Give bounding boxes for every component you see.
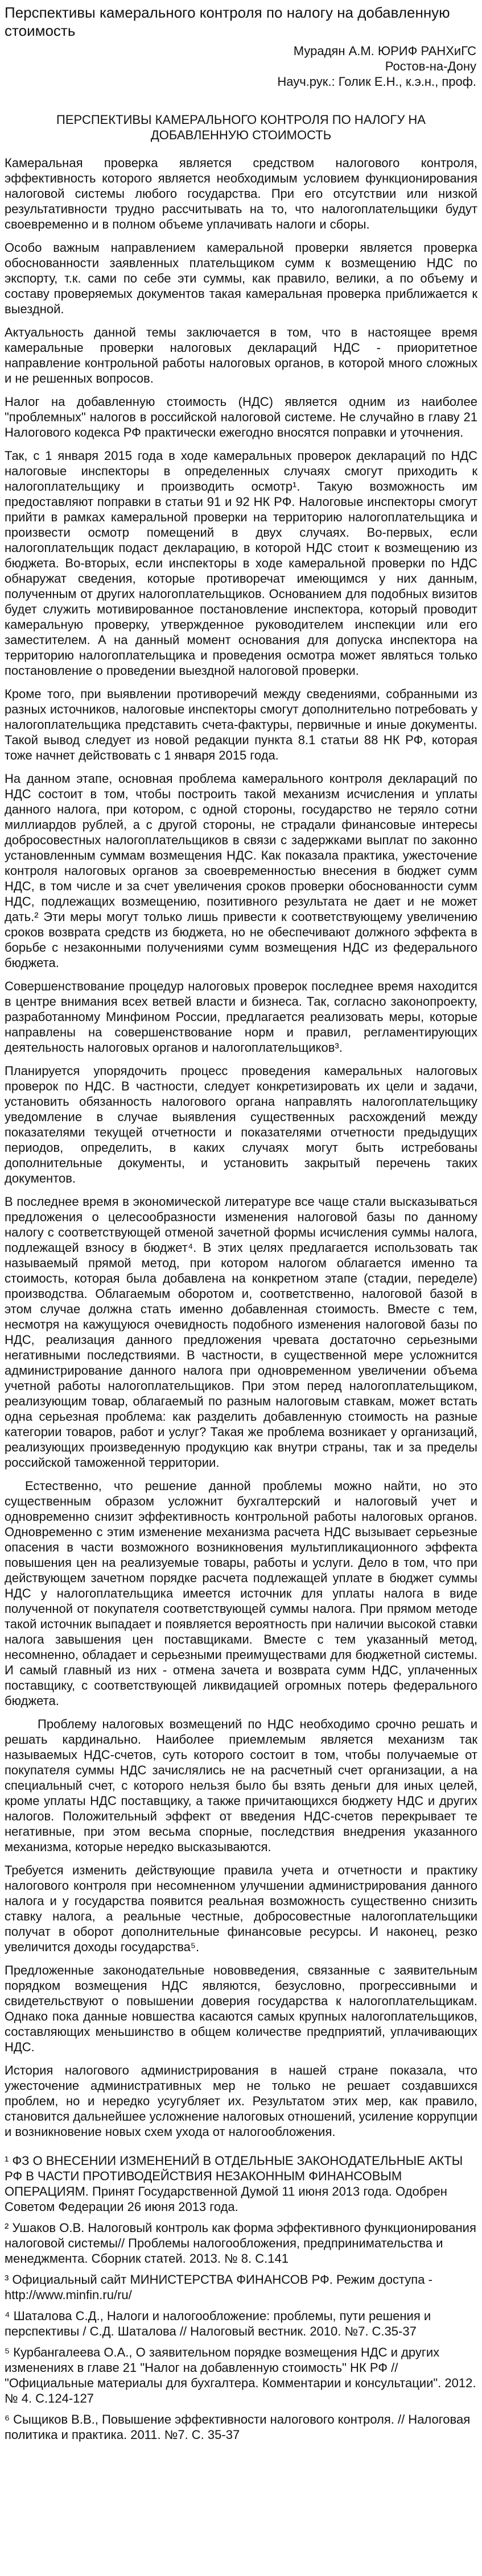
body-paragraph: Совершенствование процедур налоговых проверок последнее время находится в центре внимания всех ветвей власти и бизнеса. Так, согласно законопроекту, разработанному Минфином России, предлагается реализовать меры, которые направлены на совершенствование норм и правил, регламентирующих деятельность налоговых органов и налогоплательщиков³. [5,979,477,1055]
body-paragraph: Кроме того, при выявлении противоречий между сведениями, собранными из разных источников, налоговые инспекторы смогут дополнительно потребовать у налогоплательщика представить счета-фактуры, первичные и иные документы. Такой вывод следует из новой редакции пункта 8.1 статьи 88 НК РФ, которая тоже начнет действовать с 1 января 2015 года. [5,687,477,762]
body-paragraph: В последнее время в экономической литературе все чаще стали высказываться предложения о целесообразности изменения налоговой базы по данному налогу с соответствующей отменой зачетной формы исчисления суммы налога, подлежащей взносу в бюджет⁴. В этих целях предлагается использовать так называемый прямой метод, при котором налогом облагается именно та стоимость, которая была добавлена на конкретном этапе (стадии, переделе) производства. Облагаемым оборотом и, соответственно, налоговой базой в этом случае должна стать именно добавленная стоимость. Вместе с тем, несмотря на кажущуюся очевидность подобного изменения налоговой базы по НДС, реализация данного предложения чревата достаточно серьезными негативными последствиями. В частности, в существенной мере усложнится администрирование данного налога при одновременном увеличении объема учетной работы налогоплательщиков. При этом перед налогоплательщиком, реализующим товар, облагаемый по разным налоговым ставкам, может встать одна серьезная проблема: как разделить добавленную стоимость на разные категории товаров, работ и услуг? Такая же проблема возникает у организаций, реализующих произведенную продукцию как внутри страны, так и за пределы российской таможенной территории. [5,1194,477,1470]
body-paragraph: Налог на добавленную стоимость (НДС) является одним из наиболее "проблемных" налогов в российской налоговой системе. Не случайно в главу 21 Налогового кодекса РФ практически ежегодно вносятся поправки и уточнения. [5,395,477,439]
body-paragraph: Предложенные законодательные нововведения, связанные с заявительным порядком возмещения НДС являются, безусловно, прогрессивными и свидетельствуют о повышении доверия государства к налогоплательщикам. Однако пока данные новшества касаются самых крупных налогоплательщиков, составляющих меньшинство в общем количестве предприятий, уплачивающих НДС. [5,1963,477,2054]
body-paragraph: Проблему налоговых возмещений по НДС необходимо срочно решать и решать кардинально. Наиболее приемлемым является механизм так называемых НДС-счетов, суть которого состоит в том, чтобы получаемые от покупателя суммы НДС зачислялись не на расчетный счет организации, а на специальный счет, с которого нельзя было бы взять деньги для иных целей, кроме уплаты НДС поставщику, а также причитающихся бюджету НДС и других налогов. Положительный эффект от введения НДС-счетов перекрывает те негативные, при этом весьма спорные, последствия внедрения указанного механизма, которые нередко высказываются. [5,1717,477,1854]
city-line: Ростов-на-Дону [385,59,476,73]
byline [5,43,477,89]
body-paragraph: Планируется упорядочить процесс проведения камеральных налоговых проверок по НДС. В частности, следует конкретизировать их цели и задачи, установить обязанность налогового органа направлять налогоплательщику уведомление в случае выявления существенных расхождений между показателями текущей отчетности и показателями отчетности предыдущих периодов, определить, в каких случаях могут быть истребованы дополнительные документы, и установить закрытый перечень таких документов. [5,1064,477,1185]
body-paragraph: Требуется изменить действующие правила учета и отчетности и практику налогового контроля при несомненном улучшении администрирования данного налога и у государства появится реальная возможность существенно снизить ставку налога, а реальные честные, добросовестные налогоплательщики получат в оборот дополнительные финансовые ресурсы. И наконец, резко увеличится доходы государства⁵. [5,1863,477,1954]
body-paragraph: Особо важным направлением камеральной проверки является проверка обоснованности заявленных плательщиком сумм к возмещению НДС по экспорту, т.к. сами по себе эти суммы, как правило, велики, а по объему и составу проверяемых документов такая камеральная проверка приближается к выездной. [5,240,477,316]
body-paragraph: На данном этапе, основная проблема камерального контроля деклараций по НДС состоит в том, чтобы построить такой механизм исчисления и уплаты данного налога, при котором, с одной стороны, государство не теряло сотни миллиардов рублей, а с другой стороны, не страдали финансовые интересы добросовестных налогоплательщиков в связи с задержками выплат по законно установленным суммам возмещения НДС. Как показала практика, ужесточение контроля налоговых органов за своевременностью внесения в бюджет сумм НДС, в том числе и за счет увеличения сроков проверки обоснованности сумм НДС, подлежащих возмещению, позитивного результата не дает и не может дать.² Эти меры могут только лишь привести к соответствующему увеличению сроков возврата средств из бюджета, но не обеспечивают должного эффекта в борьбе с незаконными получениями сумм возмещения НДС из федерального бюджета. [5,771,477,970]
article-body [5,155,477,2139]
article-heading: ПЕРСПЕКТИВЫ КАМЕРАЛЬНОГО КОНТРОЛЯ ПО НАЛОГУ НА ДОБАВЛЕННУЮ СТОИМОСТЬ [56,113,426,142]
minfin-link[interactable]: http://www.minfin.ru/ru/ [5,2288,132,2302]
body-paragraph: Естественно, что решение данной проблемы можно найти, но это существенным образом усложнит бухгалтерский и налоговый учет и одновременно снизит эффективность контрольной работы налоговых органов. Одновременно с этим изменение механизма расчета НДС вызывает серьезные опасения в части возможного возникновения мультипликационного эффекта повышения цен на реализуемые товары, работы и услуги. Дело в том, что при действующем зачетном порядке расчета подлежащей уплате в бюджет суммы НДС у налогоплательщика имеется источник для уплаты налога в виде полученной от покупателя соответствующей суммы налога. При прямом методе такой источник выпадает и появляется вероятность при наличии высокой ставки налога завышения цен поставщиками. Вместе с тем указанный метод, несомненно, обладает и серьезными преимуществами для бюджетной системы. И самый главный из них - отмена зачета и возврата сумм НДС, уплаченных поставщику, с соответствующей ликвидацией огромных потерь федерального бюджета. [5,1479,477,1708]
supervisor-line: Науч.рук.: Голик Е.Н., к.э.н., проф. [277,74,476,89]
author-line: Мурадян А.М. ЮРИФ РАНХиГС [293,44,476,58]
footnote: ² Ушаков О.В. Налоговый контроль как форма эффективного функционирования налоговой системы// Проблемы налогообложения, предпринимательства и менеджмента. Сборник статей. 2013. № 8. С.141 [5,2221,476,2266]
body-paragraph: Камеральная проверка является средством налогового контроля, эффективность которого является необходимым условием функционирования налоговой системы любого государства. При его отсутствии или низкой результативности трудно рассчитывать на то, что налогоплательщики будут своевременно и в полном объеме уплачивать налоги и сборы. [5,156,477,231]
footnote [5,2272,477,2303]
footnote: ⁶ Сыщиков В.В., Повышение эффективности налогового контроля. // Налоговая политика и практика. 2011. №7. С. 35-37 [5,2412,471,2442]
body-paragraph: Актуальность данной темы заключается в том, что в настоящее время камеральные проверки налоговых деклараций НДС - приоритетное направление контрольной работы налоговых органов, в которой много сложных и не решенных вопросов. [5,325,477,385]
body-paragraph: Так, с 1 января 2015 года в ходе камеральных проверок деклараций по НДС налоговые инспекторы в определенных случаях смогут приходить к налогоплательщику и производить осмотр¹. Такую возможность им предоставляют поправки в статьи 91 и 92 НК РФ. Налоговые инспекторы смогут прийти в рамках камеральной проверки на территорию налогоплательщика и произвести осмотр помещений в двух случаях. Во-первых, если налогоплательщик подаст декларацию, в которой НДС стоит к возмещению из бюджета. Во-вторых, если инспекторы в ходе камеральной проверки по НДС обнаружат сведения, которые противоречат имеющимся у них данным, полученным от других налогоплательщиков. Основанием для подобных визитов будет служить мотивированное постановление инспектора, который проводит камеральную проверку, утвержденное руководителем инспекции или его заместителем. А на данный момент основания для допуска инспектора на территорию налогоплательщика и проведения осмотра может являться только постановление о проведении выездной налоговой проверки. [5,449,477,678]
document-title: Перспективы камерального контроля по налогу на добавленную стоимость [5,4,450,39]
footnote: ⁵ Курбангалеева О.А., О заявительном порядке возмещения НДС и других изменениях в главе 21 "Налог на добавленную стоимость" НК РФ // "Официальные материалы для бухгалтера. Комментарии и консультации". 2012. № 4. С.124-127 [5,2345,476,2405]
footnotes [5,2153,477,2442]
body-paragraph: История налогового администрирования в нашей стране показала, что ужесточение административных мер не только не решает создавшихся проблем, но и нередко усугубляет их. Результатом этих мер, как правило, становится дальнейшее усложнение налоговых отношений, усиление коррупции и возникновение новых схем ухода от налогообложения. [5,2063,477,2139]
footnote-text: ³ Официальный сайт МИНИСТЕРСТВА ФИНАНСОВ РФ. Режим доступа - [5,2272,432,2287]
footnote: ¹ ФЗ О ВНЕСЕНИИ ИЗМЕНЕНИЙ В ОТДЕЛЬНЫЕ ЗАКОНОДАТЕЛЬНЫЕ АКТЫ РФ В ЧАСТИ ПРОТИВОДЕЙСТВИЯ НЕЗАКОННЫМ ФИНАНСОВЫМ ОПЕРАЦИЯМ. Принят Государственной Думой 11 июня 2013 года. Одобрен Советом Федерации 26 июня 2013 года. [5,2154,463,2214]
footnote: ⁴ Шаталова С.Д., Налоги и налогообложение: проблемы, пути решения и перспективы / С.Д. Шаталова // Налоговый вестник. 2010. №7. С.35-37 [5,2309,431,2338]
